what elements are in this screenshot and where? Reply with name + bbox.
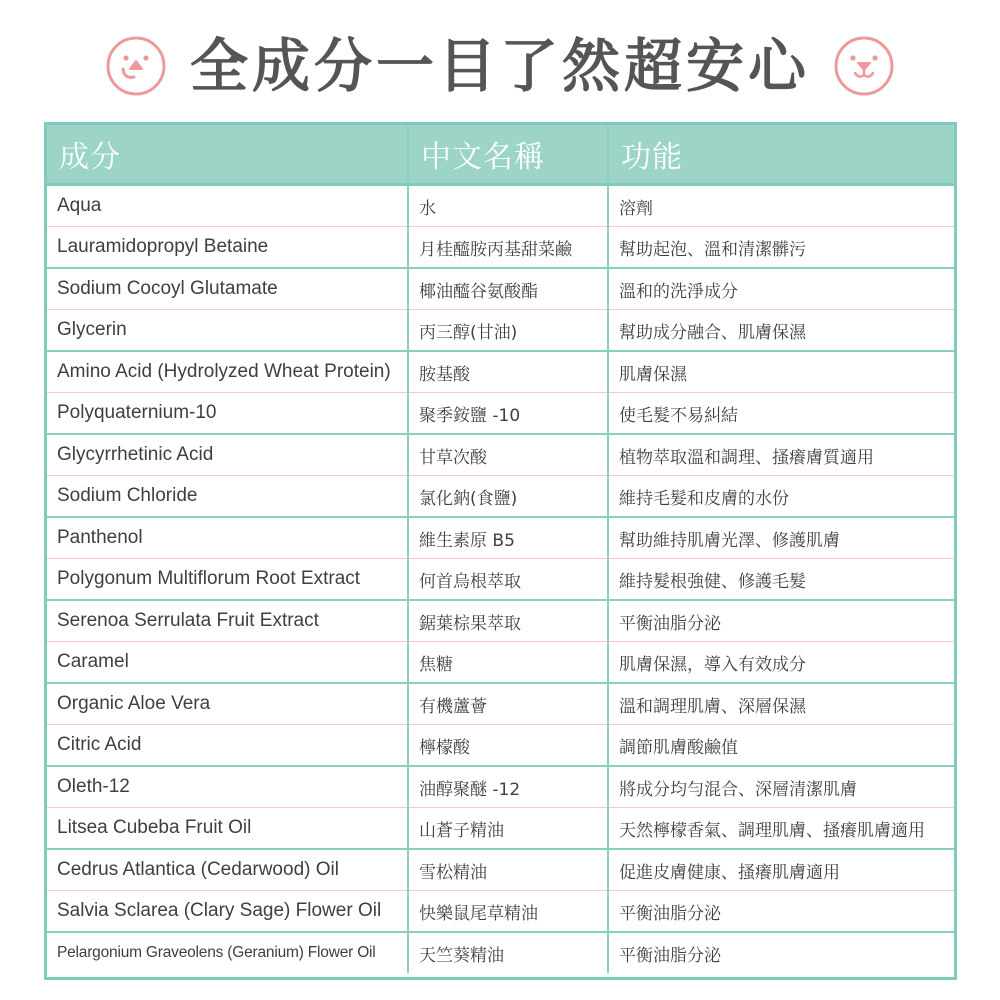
function-cell: 平衡油脂分泌	[608, 600, 954, 642]
chinese-name-cell: 快樂鼠尾草精油	[408, 891, 608, 933]
table-row	[47, 559, 954, 601]
table-header-row	[47, 125, 954, 185]
ingredient-cell: Sodium Cocoyl Glutamate	[47, 268, 408, 310]
function-cell: 植物萃取溫和調理、搔癢膚質適用	[608, 434, 954, 476]
chinese-name-cell: 檸檬酸	[408, 725, 608, 767]
table-row	[47, 268, 954, 310]
ingredient-cell: Lauramidopropyl Betaine	[47, 227, 408, 269]
chinese-name-cell: 天竺葵精油	[408, 932, 608, 973]
ingredient-cell: Salvia Sclarea (Clary Sage) Flower Oil	[47, 891, 408, 933]
chinese-name-cell: 鋸葉棕果萃取	[408, 600, 608, 642]
table-row	[47, 185, 954, 227]
table-row	[47, 642, 954, 684]
function-cell: 平衡油脂分泌	[608, 891, 954, 933]
table-row	[47, 683, 954, 725]
function-cell: 維持毛髮和皮膚的水份	[608, 476, 954, 518]
chinese-name-cell: 胺基酸	[408, 351, 608, 393]
function-cell: 將成分均勻混合、深層清潔肌膚	[608, 766, 954, 808]
function-cell: 幫助起泡、溫和清潔髒污	[608, 227, 954, 269]
ingredients-table	[44, 122, 957, 980]
chinese-name-cell: 聚季銨鹽 -10	[408, 393, 608, 435]
chinese-name-cell: 維生素原 B5	[408, 517, 608, 559]
ingredient-cell: Panthenol	[47, 517, 408, 559]
function-cell: 溫和調理肌膚、深層保濕	[608, 683, 954, 725]
table-row	[47, 351, 954, 393]
table-row	[47, 517, 954, 559]
ingredient-cell: Polyquaternium-10	[47, 393, 408, 435]
ingredient-cell: Caramel	[47, 642, 408, 684]
bear-face-icon	[832, 34, 896, 98]
ingredient-cell: Sodium Chloride	[47, 476, 408, 518]
header-chinese-name: 中文名稱	[408, 125, 608, 185]
function-cell: 幫助維持肌膚光澤、修護肌膚	[608, 517, 954, 559]
table-row	[47, 725, 954, 767]
function-cell: 肌膚保濕	[608, 351, 954, 393]
chinese-name-cell: 何首烏根萃取	[408, 559, 608, 601]
ingredient-cell: Amino Acid (Hydrolyzed Wheat Protein)	[47, 351, 408, 393]
chinese-name-cell: 甘草次酸	[408, 434, 608, 476]
chinese-name-cell: 雪松精油	[408, 849, 608, 891]
header-ingredient: 成分	[47, 125, 408, 185]
ingredient-cell: Serenoa Serrulata Fruit Extract	[47, 600, 408, 642]
ingredient-cell: Cedrus Atlantica (Cedarwood) Oil	[47, 849, 408, 891]
chinese-name-cell: 氯化鈉(食鹽)	[408, 476, 608, 518]
function-cell: 調節肌膚酸鹼值	[608, 725, 954, 767]
chinese-name-cell: 月桂醯胺丙基甜菜鹼	[408, 227, 608, 269]
function-cell: 肌膚保濕，導入有效成分	[608, 642, 954, 684]
chinese-name-cell: 椰油醯谷氨酸酯	[408, 268, 608, 310]
function-cell: 平衡油脂分泌	[619, 945, 721, 966]
ingredient-cell: Glycyrrhetinic Acid	[47, 434, 408, 476]
function-cell: 溫和的洗淨成分	[608, 268, 954, 310]
ingredient-cell: Glycerin	[47, 310, 408, 352]
ingredient-cell: Litsea Cubeba Fruit Oil	[47, 808, 408, 850]
header-function: 功能	[608, 125, 954, 185]
chinese-name-cell: 油醇聚醚 -12	[408, 766, 608, 808]
table-row	[47, 310, 954, 352]
chinese-name-cell: 丙三醇(甘油)	[408, 310, 608, 352]
function-cell: 溶劑	[608, 185, 954, 227]
title-banner	[0, 18, 1000, 114]
chinese-name-cell: 有機蘆薈	[408, 683, 608, 725]
table-row	[47, 434, 954, 476]
table-row	[47, 227, 954, 269]
ingredient-cell: Polygonum Multiflorum Root Extract	[47, 559, 408, 601]
ingredient-cell: Oleth-12	[47, 766, 408, 808]
function-cell: 促進皮膚健康、搔癢肌膚適用	[608, 849, 954, 891]
table-row	[47, 393, 954, 435]
table-row	[47, 808, 954, 850]
smiling-face-icon	[104, 34, 168, 98]
table-row	[47, 932, 954, 973]
chinese-name-cell: 焦糖	[408, 642, 608, 684]
table-row	[47, 476, 954, 518]
ingredient-cell: Organic Aloe Vera	[47, 683, 408, 725]
function-cell: 維持髮根強健、修護毛髮	[608, 559, 954, 601]
function-cell: 天然檸檬香氣、調理肌膚、搔癢肌膚適用	[608, 808, 954, 850]
table-row	[47, 766, 954, 808]
ingredient-cell: Pelargonium Graveolens (Geranium) Flower Oil	[47, 932, 408, 973]
chinese-name-cell: 水	[408, 185, 608, 227]
table-row	[47, 891, 954, 933]
table-row	[47, 600, 954, 642]
table-row	[47, 849, 954, 891]
function-cell: 使毛髮不易糾結	[608, 393, 954, 435]
function-cell: 幫助成分融合、肌膚保濕	[608, 310, 954, 352]
page-title: 全成分一目了然超安心	[189, 32, 810, 100]
ingredient-cell: Aqua	[47, 185, 408, 227]
ingredient-cell: Citric Acid	[47, 725, 408, 767]
chinese-name-cell: 山蒼子精油	[408, 808, 608, 850]
